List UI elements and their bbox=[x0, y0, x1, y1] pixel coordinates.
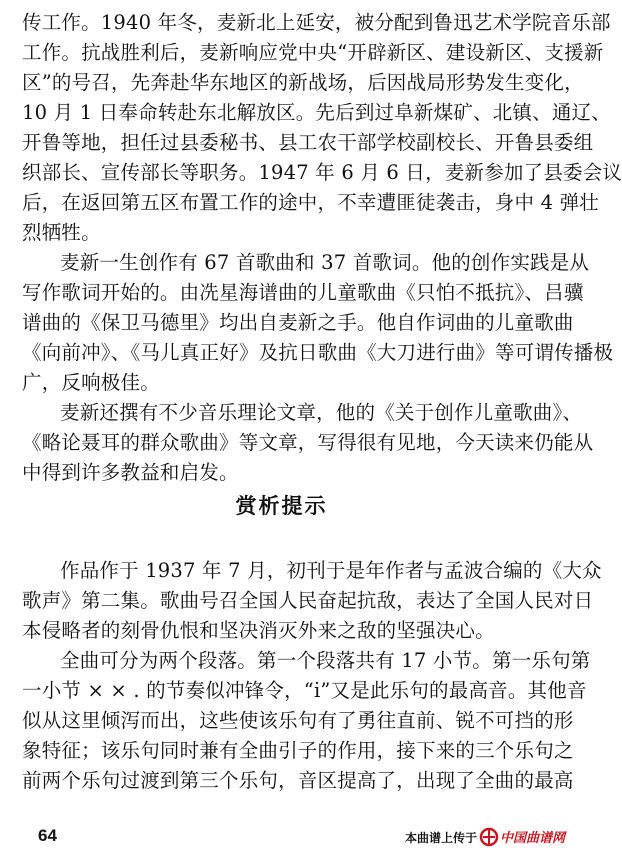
analysis-line: 本侵略者的刻骨仇恨和坚决消灭外来之敌的坚强决心。 bbox=[22, 619, 495, 642]
body-line: 工作。抗战胜利后，麦新响应党中央“开辟新区、建设新区、支援新 bbox=[22, 41, 604, 64]
body-line: 烈牺牲。 bbox=[22, 221, 101, 244]
body-line: 传工作。1940 年冬，麦新北上延安，被分配到鲁迅艺术学院音乐部 bbox=[22, 11, 611, 34]
footer-note: 本曲谱上传于 bbox=[404, 831, 477, 845]
analysis-line: 作品作于 1937 年 7 月，初刊于是年作者与孟波合编的《大众 bbox=[60, 559, 602, 582]
body-line: 织部长、宣传部长等职务。1947 年 6 月 6 日，麦新参加了县委会议 bbox=[22, 161, 622, 184]
analysis-line: 歌声》第二集。歌曲号召全国人民奋起抗敌，表达了全国人民对日 bbox=[22, 589, 594, 612]
body-line: 中得到许多教益和启发。 bbox=[22, 461, 239, 484]
body-line: 《向前冲》、《马儿真正好》及抗日歌曲《大刀进行曲》等可谓传播极 bbox=[22, 341, 614, 364]
analysis-line: 前两个乐句过渡到第三个乐句，音区提高了，出现了全曲的最高 bbox=[22, 769, 574, 792]
section-title: 赏析提示 bbox=[235, 494, 328, 518]
body-line: 麦新一生创作有 67 首歌曲和 37 首歌词。他的创作实践是从 bbox=[60, 251, 590, 274]
page-number: 64 bbox=[38, 826, 57, 845]
analysis-line: 一小节 × × . 的节奏似冲锋令，“i̇”又是此乐句的最高音。其他音 bbox=[22, 679, 587, 702]
body-line: 开鲁等地，担任过县委秘书、县工农干部学校副校长、开鲁县委组 bbox=[22, 131, 594, 154]
analysis-line: 象特征；该乐句同时兼有全曲引子的作用，接下来的三个乐句之 bbox=[22, 739, 574, 762]
analysis-line: 似从这里倾泻而出，这些使该乐句有了勇往直前、锐不可挡的形 bbox=[22, 709, 574, 732]
body-line: 写作歌词开始的。由冼星海谱曲的儿童歌曲《只怕不抵抗》、吕骥 bbox=[22, 281, 584, 304]
footer-site-name: 中国曲谱网 bbox=[500, 831, 566, 846]
analysis-line: 全曲可分为两个段落。第一个段落共有 17 小节。第一乐句第 bbox=[60, 649, 591, 672]
body-line: 谱曲的《保卫马德里》均出自麦新之手。他自作词曲的儿童歌曲 bbox=[22, 311, 574, 334]
body-line: 麦新还撰有不少音乐理论文章，他的《关于创作儿童歌曲》、 bbox=[60, 401, 583, 424]
body-line: 后，在返回第五区布置工作的途中，不幸遭匪徒袭击，身中 4 弹壮 bbox=[22, 191, 600, 214]
body-line: 区”的号召，先奔赴华东地区的新战场，后因战局形势发生变化， bbox=[22, 71, 584, 94]
body-line: 广，反响极佳。 bbox=[22, 371, 160, 394]
body-line: 10 月 1 日奉命转赴东北解放区。先后到过阜新煤矿、北镇、通辽、 bbox=[22, 101, 611, 124]
body-line: 《略论聂耳的群众歌曲》等文章，写得很有见地，今天读来仍能从 bbox=[22, 431, 594, 454]
